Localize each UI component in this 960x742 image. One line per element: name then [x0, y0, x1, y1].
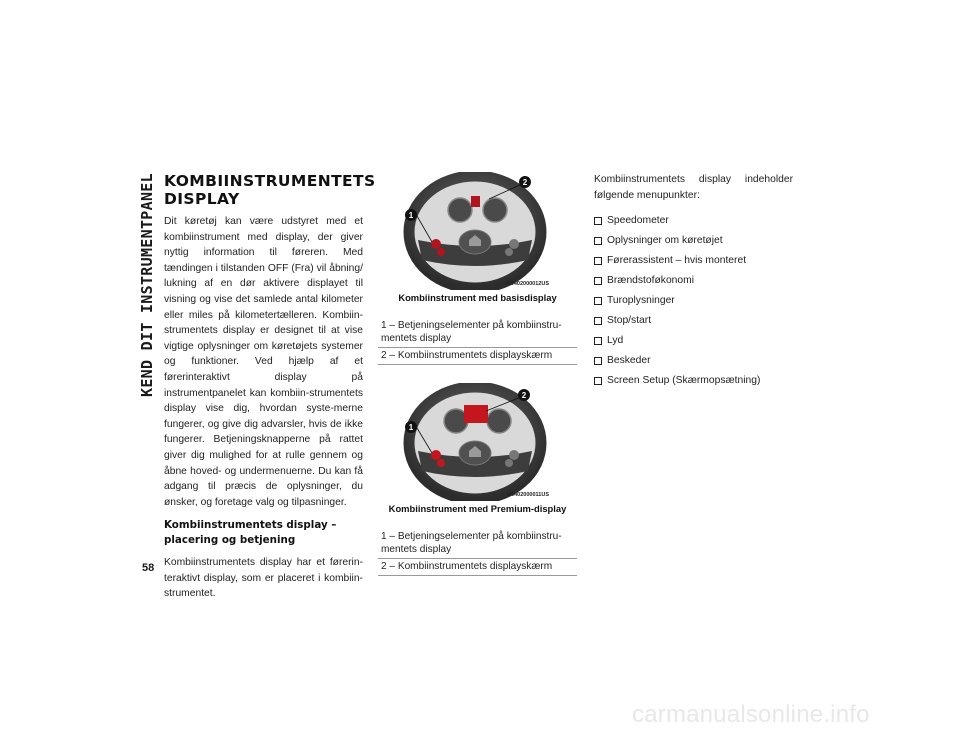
legend-item-2: 2 – Kombiinstrumentets displayskærm — [378, 348, 577, 365]
list-item — [594, 291, 793, 311]
menu-item-label: Beskeder — [607, 355, 651, 367]
figure-basic-display — [378, 172, 577, 290]
callout-1: 1 — [408, 211, 414, 220]
legend-item-2: 2 – Kombiinstrumentets displayskærm — [378, 559, 577, 576]
figure-caption: Kombiinstrument med Premium-display — [388, 503, 567, 514]
legend-item-1: 1 – Betjeningselementer på kombiinstru-mentets display — [378, 529, 577, 559]
menu-item-list — [594, 211, 793, 391]
checkbox-bullet-icon — [594, 297, 602, 305]
checkbox-bullet-icon — [594, 217, 602, 225]
callout-1: 1 — [408, 423, 414, 432]
display-screen-basic — [471, 196, 480, 207]
checkbox-bullet-icon — [594, 337, 602, 345]
watermark: carmanualsonline.info — [632, 701, 870, 728]
menu-item-label: Lyd — [607, 335, 624, 347]
legend-item-1: 1 – Betjeningselementer på kombiinstru-mentets display — [378, 318, 577, 348]
checkbox-bullet-icon — [594, 357, 602, 365]
section-heading: KOMBIINSTRUMENTETS DISPLAY — [164, 172, 376, 208]
figure-premium-display — [378, 383, 577, 501]
checkbox-bullet-icon — [594, 277, 602, 285]
list-item — [594, 231, 793, 251]
middle-column — [378, 172, 577, 576]
menu-item-label: Stop/start — [607, 315, 652, 327]
steering-wheel-basic-illustration — [378, 172, 577, 290]
checkbox-bullet-icon — [594, 317, 602, 325]
list-item — [594, 371, 793, 391]
page-number: 58 — [142, 562, 155, 574]
list-item — [594, 251, 793, 271]
figure-code: M0402000011US — [506, 492, 549, 498]
menu-item-label: Brændstoføkonomi — [607, 275, 694, 287]
checkbox-bullet-icon — [594, 257, 602, 265]
sub-heading: Kombiinstrumentets display – placering og betjening — [164, 519, 337, 547]
menu-item-label: Speedometer — [607, 215, 669, 227]
intro-paragraph: Dit køretøj kan være udstyret med et kombiinstrument med display, der giver nyttig information til føreren. Med tændingen i tilstanden OFF (Fra) vil åbning/ lukning af en dør aktivere displayet til visning og vise det samlede antal kilometer eller miles på kilometertælleren. Kombiin-strumentets display er designet til at vise vigtige oplysninger om køretøjets systemer og funktioner. Ved hjælp af et førerinteraktivt display på instrumentpanelet kan kombiin-strumentets display vise dig, hvordan syste-merne fungerer, og give dig advarsler, hvis de ikke fungerer. Betjeningsknapperne på rattet giver dig mulighed for at rulle gennem og åbne hoved- og undermenuerne. Du kan få adgang til præcis de oplysninger, du ønsker, og foretage valg og tilpasninger. — [164, 216, 363, 508]
menu-item-label: Oplysninger om køretøjet — [607, 235, 723, 247]
callout-2: 2 — [521, 391, 527, 400]
steering-wheel-premium-illustration — [378, 383, 577, 501]
location-paragraph: Kombiinstrumentets display har et førerin-teraktivt display, som er placeret i kombiin-strumentet. — [164, 557, 363, 600]
figure-caption: Kombiinstrument med basisdisplay — [398, 292, 557, 303]
right-column — [594, 172, 793, 391]
figure-code: M0402000012US — [506, 281, 549, 287]
display-screen-premium — [464, 405, 488, 423]
menu-item-label: Screen Setup (Skærmopsætning) — [607, 375, 761, 387]
menu-item-label: Førerassistent – hvis monteret — [607, 255, 747, 267]
menu-item-label: Turoplysninger — [607, 295, 675, 307]
left-column — [164, 172, 376, 602]
list-item — [594, 271, 793, 291]
menu-intro: Kombiinstrumentets display indeholder følgende menupunkter: — [594, 174, 793, 201]
list-item — [594, 311, 793, 331]
callout-2: 2 — [522, 178, 528, 187]
checkbox-bullet-icon — [594, 377, 602, 385]
list-item — [594, 331, 793, 351]
list-item — [594, 211, 793, 231]
sidebar-section-title: KEND DIT INSTRUMENTPANEL — [138, 173, 156, 397]
list-item — [594, 351, 793, 371]
checkbox-bullet-icon — [594, 237, 602, 245]
